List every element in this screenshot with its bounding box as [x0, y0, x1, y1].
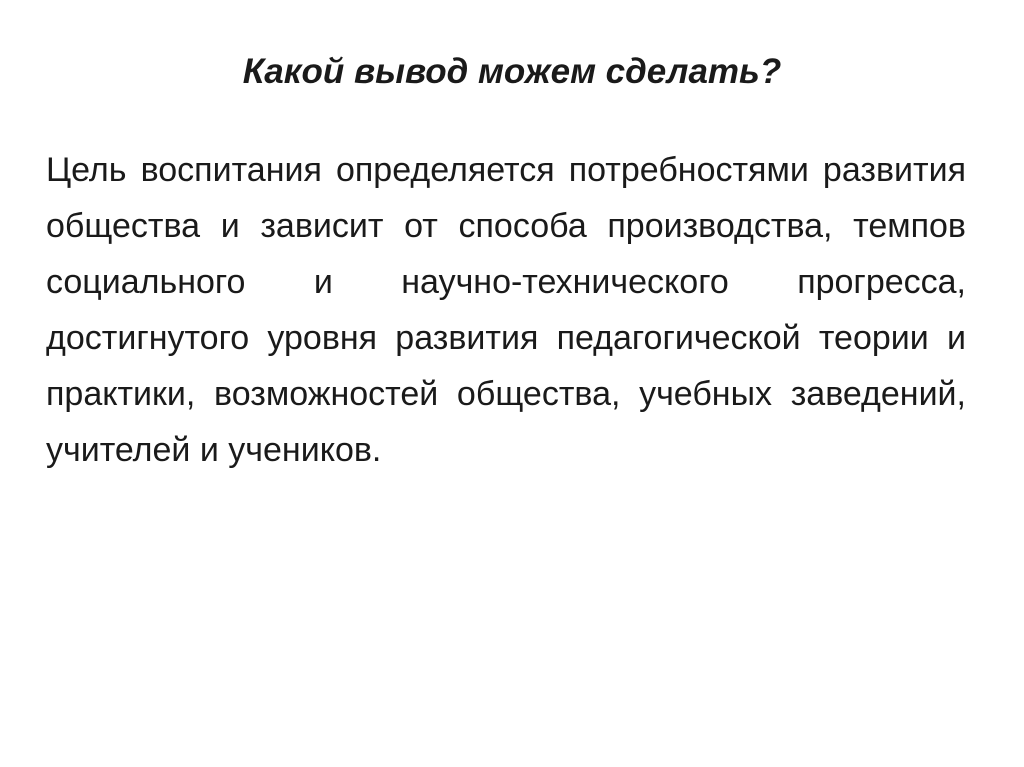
- slide-body-text: Цель воспитания определяется потребностями развития общества и зависит от способа производства, темпов социального и научно-технического прогресса, достигнутого уровня развития педагогической теории и практики, возможностей общества, учебных заведений, учителей и учеников.: [46, 151, 966, 469]
- slide-title: Какой вывод можем сделать?: [242, 52, 782, 91]
